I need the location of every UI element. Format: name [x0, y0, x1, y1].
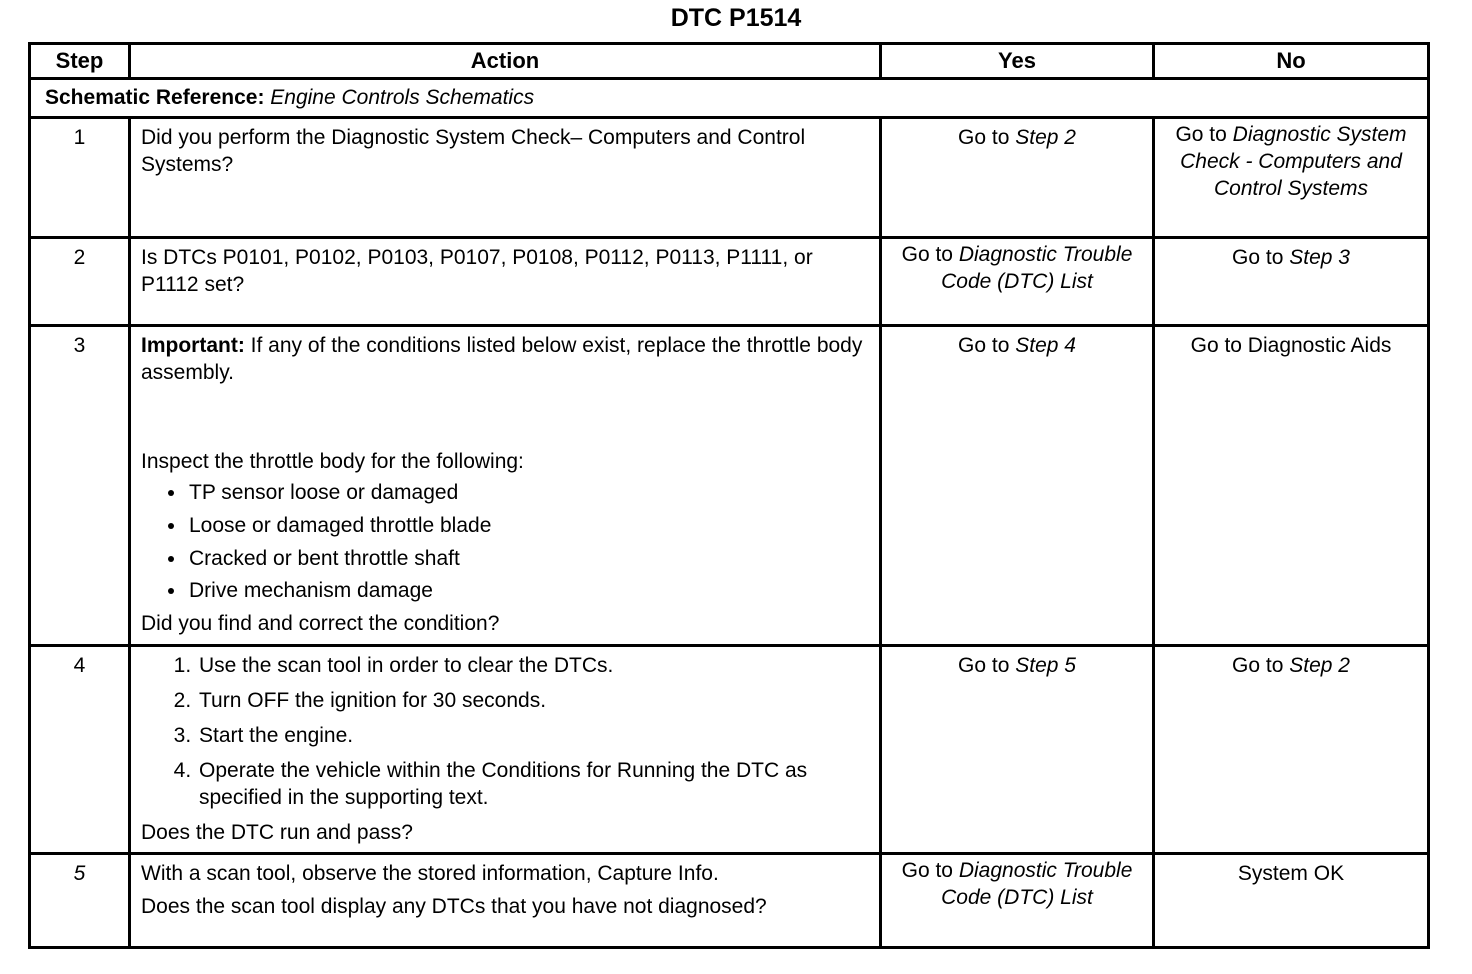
list-item: 2. Turn OFF the ignition for 30 seconds. [197, 688, 869, 715]
table-header-row [30, 44, 1429, 79]
table-row [30, 326, 1429, 646]
yes-cell [881, 118, 1154, 238]
table-row [30, 646, 1429, 854]
step-question: Does the scan tool display any DTCs that you have not diagnosed? [141, 895, 767, 919]
yes-link[interactable]: Step 2 [1015, 126, 1076, 150]
important-note [141, 333, 869, 387]
list-item: 4. Operate the vehicle within the Conditions for Running the DTC as specified in the supporting text. [197, 758, 869, 812]
no-link[interactable]: Step 3 [1289, 246, 1350, 270]
procedure-list [141, 653, 869, 811]
no-cell [1154, 238, 1429, 326]
inspection-list [141, 480, 869, 606]
no-prefix: Go to [1175, 123, 1227, 147]
step-action [130, 854, 881, 948]
step-action: Did you perform the Diagnostic System Check– Computers and Control Systems? [130, 118, 881, 238]
yes-cell [881, 854, 1154, 948]
table-row [30, 854, 1429, 948]
yes-link[interactable]: Step 4 [1015, 334, 1076, 358]
yes-link[interactable]: Diagnostic Trouble Code (DTC) List [941, 859, 1133, 910]
yes-prefix: Go to [958, 654, 1010, 678]
step-number: 1 [30, 118, 130, 238]
yes-prefix: Go to [958, 334, 1010, 358]
list-item: 3. Start the engine. [197, 723, 869, 750]
table-row [30, 118, 1429, 238]
yes-cell [881, 326, 1154, 646]
step-number: 3 [30, 326, 130, 646]
header-action: Action [130, 44, 881, 79]
no-link[interactable]: Go to Diagnostic Aids [1190, 334, 1392, 358]
no-link[interactable]: System OK [1237, 862, 1345, 886]
document-title: DTC P1514 [670, 4, 802, 32]
no-link[interactable]: Step 2 [1289, 654, 1350, 678]
list-item: 1. Use the scan tool in order to clear the DTCs. [197, 653, 869, 680]
schematic-reference [30, 79, 1429, 118]
important-text: If any of the conditions listed below exist, replace the throttle body assembly. [141, 334, 863, 385]
yes-prefix: Go to [901, 859, 953, 883]
schematic-reference-label: Schematic Reference: [45, 85, 265, 109]
list-item: • TP sensor loose or damaged [187, 480, 869, 507]
step-number: 4 [30, 646, 130, 854]
yes-link[interactable]: Step 5 [1015, 654, 1076, 678]
list-item: • Drive mechanism damage [187, 578, 869, 605]
inspect-intro: Inspect the throttle body for the following: [141, 449, 524, 473]
header-no: No [1154, 44, 1429, 79]
header-yes: Yes [881, 44, 1154, 79]
list-item: • Loose or damaged throttle blade [187, 513, 869, 540]
step-action [130, 646, 881, 854]
step-question: Does the DTC run and pass? [141, 820, 413, 844]
yes-cell [881, 646, 1154, 854]
header-step: Step [30, 44, 130, 79]
step-action [130, 326, 881, 646]
no-cell [1154, 118, 1429, 238]
step-action: Is DTCs P0101, P0102, P0103, P0107, P0108, P0112, P0113, P1111, or P1112 set? [130, 238, 881, 326]
step-number: 2 [30, 238, 130, 326]
yes-prefix: Go to [958, 126, 1010, 150]
list-item: • Cracked or bent throttle shaft [187, 546, 869, 573]
no-link[interactable]: Diagnostic System Check - Computers and Control Systems [1180, 123, 1407, 200]
table-row [30, 238, 1429, 326]
schematic-reference-link[interactable]: Engine Controls Schematics [270, 85, 535, 109]
yes-link[interactable]: Diagnostic Trouble Code (DTC) List [941, 243, 1133, 294]
schematic-reference-row [30, 79, 1429, 118]
important-label: Important: [141, 334, 245, 358]
step-instruction: With a scan tool, observe the stored information, Capture Info. [141, 862, 719, 886]
yes-prefix: Go to [901, 243, 953, 267]
no-cell [1154, 854, 1429, 948]
diagnostic-table [28, 42, 1430, 949]
no-cell [1154, 326, 1429, 646]
yes-cell [881, 238, 1154, 326]
step-number: 5 [30, 854, 130, 948]
no-prefix: Go to [1232, 654, 1284, 678]
step-question: Did you find and correct the condition? [141, 612, 500, 636]
no-prefix: Go to [1232, 246, 1284, 270]
no-cell [1154, 646, 1429, 854]
